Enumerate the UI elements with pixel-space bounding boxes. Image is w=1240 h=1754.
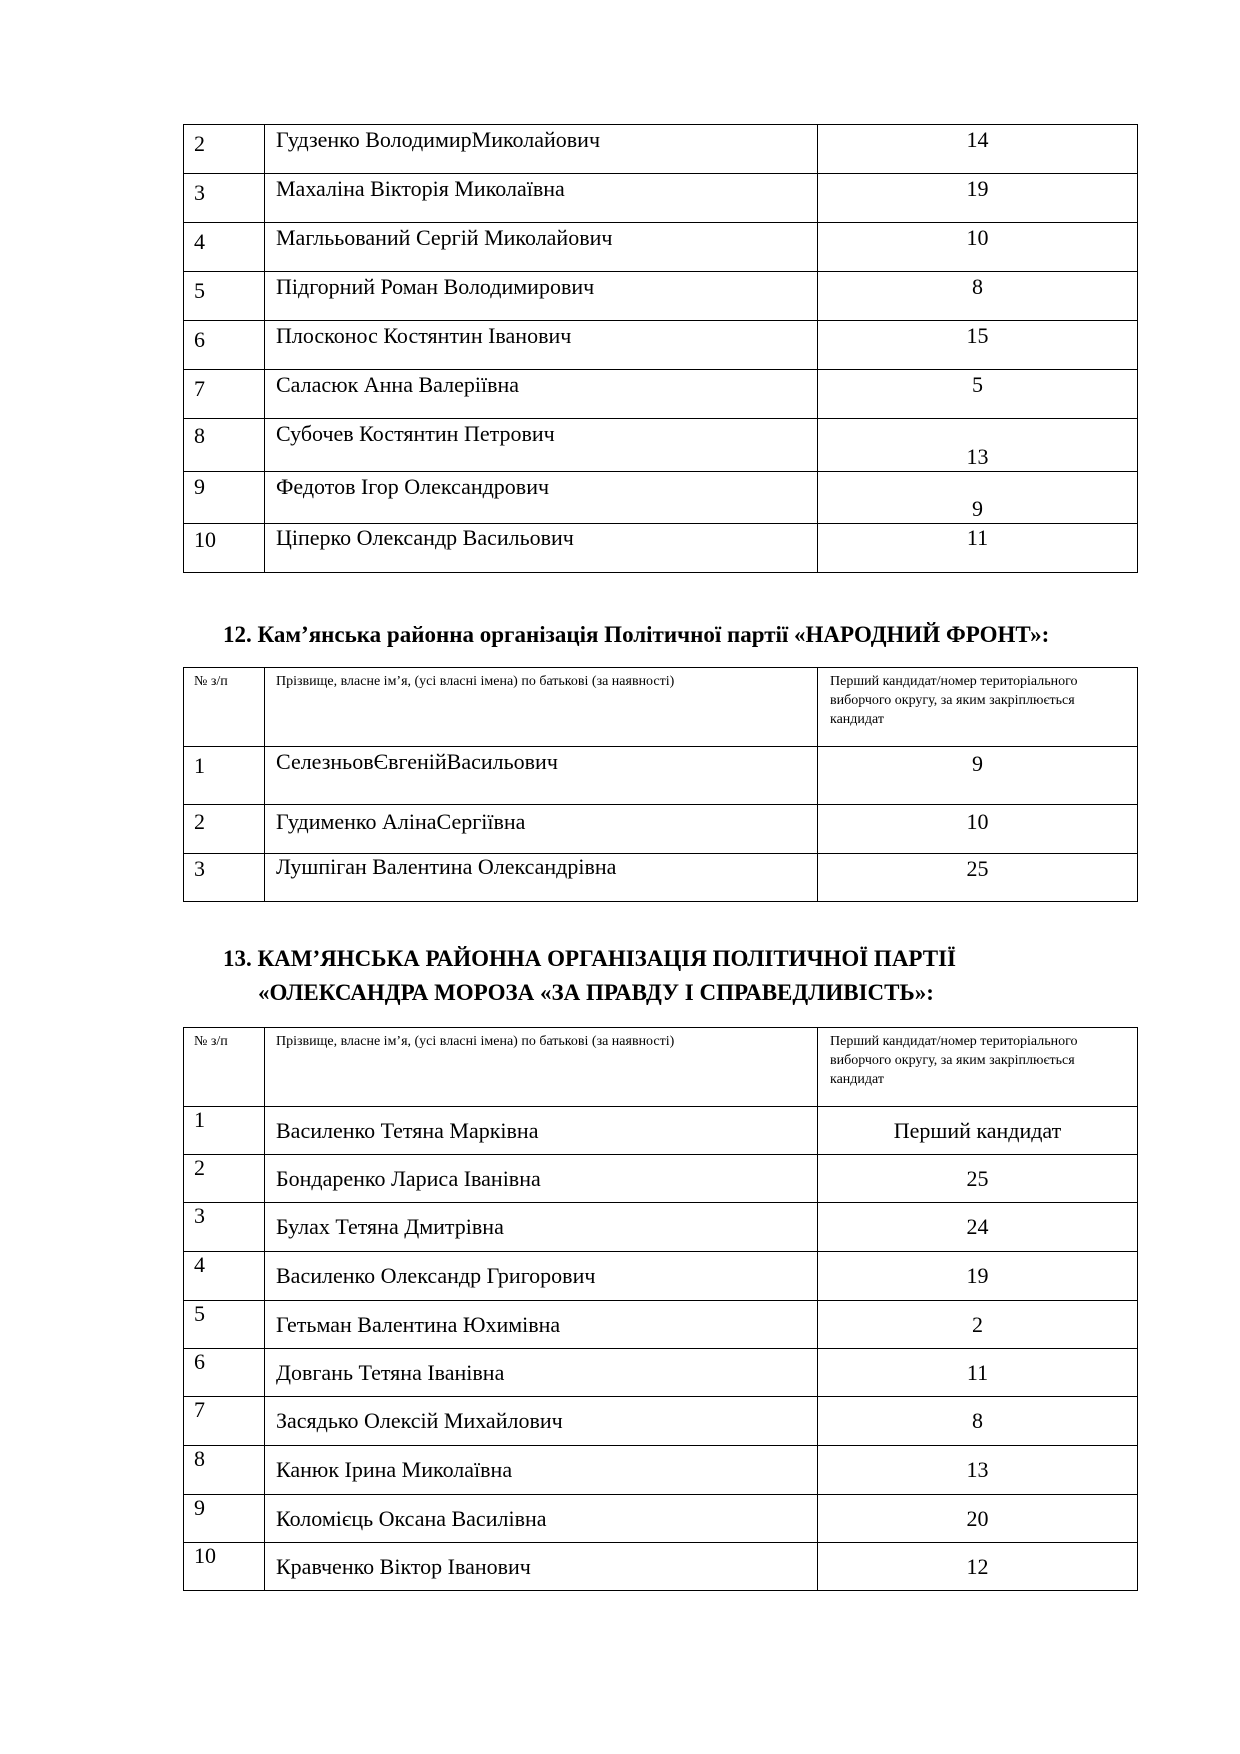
row-number: 3	[184, 854, 265, 902]
row-number: 9	[184, 1495, 265, 1543]
candidate-name: Бондаренко Лариса Іванівна	[265, 1155, 818, 1203]
table-row	[184, 321, 1138, 370]
row-number: 1	[184, 1107, 265, 1155]
table-header-row	[184, 1028, 1138, 1107]
candidate-name: Булах Тетяна Дмитрівна	[265, 1203, 818, 1252]
table-row	[184, 1252, 1138, 1301]
table-row	[184, 1301, 1138, 1349]
row-number: 1	[184, 747, 265, 805]
district-number: 11	[818, 1349, 1138, 1397]
header-district: Перший кандидат/номер територіального виборчого округу, за яким закріплюється кандидат	[818, 1028, 1138, 1107]
row-number: 10	[184, 1543, 265, 1591]
candidate-name: Субочев Костянтин Петрович	[265, 419, 818, 472]
district-number: 2	[818, 1301, 1138, 1349]
table-header-row	[184, 668, 1138, 747]
row-number: 7	[184, 370, 265, 419]
section-13-table	[183, 1027, 1138, 1591]
row-number: 8	[184, 419, 265, 472]
table-row	[184, 1397, 1138, 1446]
row-number: 8	[184, 1446, 265, 1495]
district-number: Перший кандидат	[818, 1107, 1138, 1155]
district-number: 13	[818, 419, 1138, 472]
row-number: 10	[184, 524, 265, 573]
table-row	[184, 1495, 1138, 1543]
row-number: 4	[184, 1252, 265, 1301]
district-number: 5	[818, 370, 1138, 419]
table-row	[184, 1155, 1138, 1203]
table-row	[184, 1446, 1138, 1495]
district-number: 25	[818, 1155, 1138, 1203]
header-name: Прізвище, власне ім’я, (усі власні імена) по батькові (за наявності)	[265, 668, 818, 747]
table-row	[184, 1349, 1138, 1397]
row-number: 2	[184, 805, 265, 854]
district-number: 14	[818, 125, 1138, 174]
table-row	[184, 524, 1138, 573]
district-number: 20	[818, 1495, 1138, 1543]
candidate-name: Лушпіган Валентина Олександрівна	[265, 854, 818, 902]
table-row	[184, 1203, 1138, 1252]
district-number: 25	[818, 854, 1138, 902]
section-12-heading: 12. Кам’янська районна організація Політичної партії «НАРОДНИЙ ФРОНТ»:	[223, 622, 1050, 647]
candidate-name: Плосконос Костянтин Іванович	[265, 321, 818, 370]
section-13-heading-line1: 13. КАМ’ЯНСЬКА РАЙОННА ОРГАНІЗАЦІЯ ПОЛІТИЧНОЇ ПАРТІЇ	[223, 946, 957, 971]
table-row	[184, 472, 1138, 524]
candidate-name: Гудзенко ВолодимирМиколайович	[265, 125, 818, 174]
district-number: 9	[818, 472, 1138, 524]
district-number: 19	[818, 174, 1138, 223]
table-row	[184, 223, 1138, 272]
header-number: № з/п	[184, 1028, 265, 1107]
district-number: 15	[818, 321, 1138, 370]
table-row	[184, 747, 1138, 805]
header-number: № з/п	[184, 668, 265, 747]
candidate-name: Маглььований Сергій Миколайович	[265, 223, 818, 272]
row-number: 3	[184, 1203, 265, 1252]
candidate-name: Махаліна Вікторія Миколаївна	[265, 174, 818, 223]
district-number: 24	[818, 1203, 1138, 1252]
candidate-name: Гетьман Валентина Юхимівна	[265, 1301, 818, 1349]
row-number: 4	[184, 223, 265, 272]
table-row	[184, 272, 1138, 321]
table-row	[184, 1107, 1138, 1155]
table-row	[184, 1543, 1138, 1591]
candidate-name: Гудименко АлінаСергіївна	[265, 805, 818, 854]
row-number: 2	[184, 1155, 265, 1203]
district-number: 9	[818, 747, 1138, 805]
row-number: 6	[184, 321, 265, 370]
candidate-name: Засядько Олексій Михайлович	[265, 1397, 818, 1446]
district-number: 8	[818, 272, 1138, 321]
candidate-name: Канюк Ірина Миколаївна	[265, 1446, 818, 1495]
district-number: 11	[818, 524, 1138, 573]
district-number: 10	[818, 223, 1138, 272]
candidate-name: Довгань Тетяна Іванівна	[265, 1349, 818, 1397]
header-name: Прізвище, власне ім’я, (усі власні імена) по батькові (за наявності)	[265, 1028, 818, 1107]
section-13-heading-line2: «ОЛЕКСАНДРА МОРОЗА «ЗА ПРАВДУ І СПРАВЕДЛИВІСТЬ»:	[258, 980, 934, 1005]
table-row	[184, 125, 1138, 174]
row-number: 5	[184, 272, 265, 321]
district-number: 12	[818, 1543, 1138, 1591]
row-number: 9	[184, 472, 265, 524]
candidate-name: Василенко Олександр Григорович	[265, 1252, 818, 1301]
table-row	[184, 854, 1138, 902]
table-row	[184, 419, 1138, 472]
candidate-name: СелезньовЄвгенійВасильович	[265, 747, 818, 805]
candidate-name: Кравченко Віктор Іванович	[265, 1543, 818, 1591]
district-number: 19	[818, 1252, 1138, 1301]
table-row	[184, 370, 1138, 419]
row-number: 7	[184, 1397, 265, 1446]
candidate-name: Саласюк Анна Валеріївна	[265, 370, 818, 419]
district-number: 8	[818, 1397, 1138, 1446]
table-row	[184, 174, 1138, 223]
row-number: 2	[184, 125, 265, 174]
candidate-name: Федотов Ігор Олександрович	[265, 472, 818, 524]
section-12-table	[183, 667, 1138, 902]
table-row	[184, 805, 1138, 854]
candidate-name: Підгорний Роман Володимирович	[265, 272, 818, 321]
district-number: 13	[818, 1446, 1138, 1495]
candidate-name: Ціперко Олександр Васильович	[265, 524, 818, 573]
row-number: 3	[184, 174, 265, 223]
candidate-name: Василенко Тетяна Марківна	[265, 1107, 818, 1155]
candidate-name: Коломієць Оксана Василівна	[265, 1495, 818, 1543]
header-district: Перший кандидат/номер територіального виборчого округу, за яким закріплюється кандидат	[818, 668, 1138, 747]
row-number: 6	[184, 1349, 265, 1397]
row-number: 5	[184, 1301, 265, 1349]
district-number: 10	[818, 805, 1138, 854]
candidates-table-continued	[183, 124, 1138, 573]
